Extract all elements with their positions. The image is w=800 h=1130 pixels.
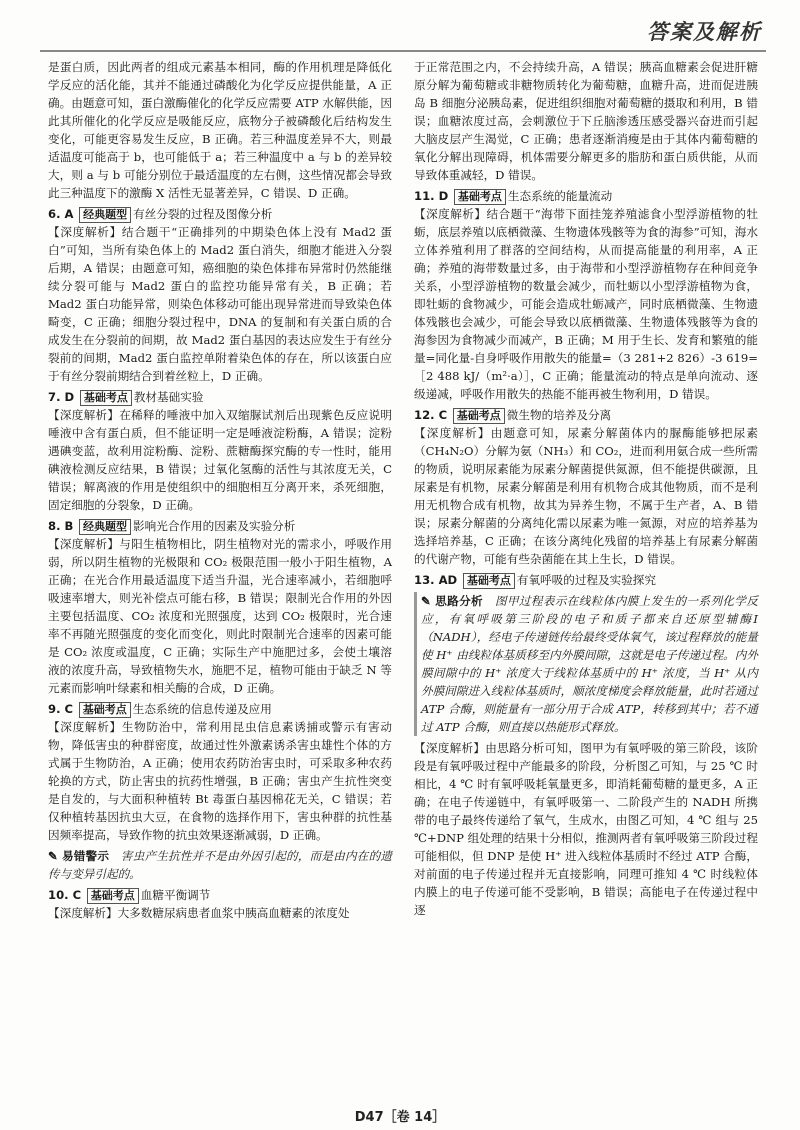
explanation-paragraph: 【深度解析】与阳生植物相比，阴生植物对光的需求小，呼吸作用弱，所以阴生植物的光极限和 CO₂ 极限范围一般小于阳生植物，A 正确；在光合作用最适温度下适当升温，光合速率减小，若细胞呼吸速率增大，则光补偿点可能右移，B 错误；限制光合作用的外因主要包括温度、CO₂ 浓度和光照强度，达到 CO₂ 极限时，光合速率不再随光照强度的变化而变化，则此时限制光合速率的因素可能是 CO₂ 浓度或温度，C 正确；实际生产中施肥过多，会使土壤溶液的浓度升高，导致植物失水，施肥不足，植物可能由于缺乏 N 等元素而影响叶绿素和相关酶的合成，D 正确。 [48, 537, 392, 695]
explanation-paragraph: 【深度解析】由题意可知，尿素分解菌体内的脲酶能够把尿素（CH₄N₂O）分解为氨（NH₃）和 CO₂，进而利用氨合成一些所需的物质，说明尿素能为尿素分解菌提供氮源，但不能提供碳源，且尿素是有机物，尿素分解菌是利用有机物合成其他物质，而不是利用无机物合成有机物，故其为异养生物，不属于生产者，A、B 错误；尿素分解菌的分离纯化需以尿素为唯一氮源，对应的培养基为选择培养基，C 正确；在该分离纯化残留的培养基上有尿素分解菌的代谢产物，可能有些杂菌能在其上生长，D 错误。 [414, 426, 758, 566]
question-header [414, 406, 758, 424]
header-rule [40, 50, 766, 52]
analysis-label: ✎ 思路分析 [421, 594, 495, 608]
explanation-paragraph: 【深度解析】结合题干“正确排列的中期染色体上没有 Mad2 蛋白”可知，当所有染色体上的 Mad2 蛋白消失，细胞才能进入分裂后期，A 错误；由题意可知，癌细胞的染色体排布异常时仍然能继续分裂可能与 Mad2 蛋白的监控功能异常有关，B 正确；若 Mad2 蛋白功能异常，则染色体移动可能出现异常进而导致染色体畸变，C 正确；细胞分裂过程中，DNA 的复制和有关蛋白质的合成发生在分裂前的间期，故 Mad2 蛋白基因的表达应发生于有丝分裂前的间期，Mad2 蛋白监控单附着染色体的存在，所以该蛋白应于有丝分裂前期结合到着丝粒上，D 正确。 [48, 225, 392, 383]
question-answer: 13. AD [414, 573, 458, 587]
right-column [414, 58, 758, 919]
question-topic: 教材基础实验 [133, 390, 204, 404]
question-topic: 影响光合作用的因素及实验分析 [133, 519, 296, 533]
question-type-tag: 基础考点 [463, 573, 515, 589]
question-answer: 6. A [48, 207, 74, 221]
question-header [48, 886, 392, 904]
explanation-paragraph: 于正常范围之内，不会持续升高，A 错误；胰高血糖素会促进肝糖原分解为葡萄糖或非糖物质转化为葡萄糖，血糖升高，进而促进胰岛 B 细胞分泌胰岛素，促进组织细胞对葡萄糖的摄取和利用，B 错误；血糖浓度过高，会刺激位于下丘脑渗透压感受器兴奋进而引起大脑皮层产生渴觉，C 正确；患者逐渐消瘦是由于其体内葡萄糖的氧化分解出现障碍，机体需要分解更多的脂肪和蛋白质供能，从而导致体重减轻，D 错误。 [414, 60, 758, 182]
question-topic: 生态系统的能量流动 [507, 189, 613, 203]
explanation-paragraph: 【深度解析】生物防治中，常利用昆虫信息素诱捕或警示有害动物，降低害虫的种群密度，故通过性外激素诱杀害虫雄性个体的方式属于生物防治，A 正确；使用农药防治害虫时，可采取多种农药轮换的方式，防止害虫的抗药性增强，B 正确；害虫产生抗性突变是自发的，与大面积种植转 Bt 毒蛋白基因棉花无关，C 错误；若仅种植转基因抗虫大豆，在食物的选择作用下，害虫种群的抗性基因频率提高，导致作物的抗虫效果逐渐减弱，D 正确。 [48, 720, 392, 842]
question-answer: 7. D [48, 390, 75, 404]
question-answer: 11. D [414, 189, 449, 203]
question-answer: 12. C [414, 408, 448, 422]
question-topic: 血糖平衡调节 [140, 888, 211, 902]
warning-text: 害虫产生抗性并不是由外因引起的，而是由内在的遗传与变异引起的。 [48, 849, 392, 881]
analysis-text: 图甲过程表示在线粒体内膜上发生的一系列化学反应，有氧呼吸第三阶段的电子和质子都来自还原型辅酶Ⅰ（NADH），经电子传递链传给最终受体氧气，该过程释放的能量使 H⁺ 由线粒体基质移至内外膜间隙，这就是电子传递过程。内外膜间隙中的 H⁺ 浓度大于线粒体基质中的 H⁺ 浓度，当 H⁺ 从内外膜间隙进入线粒体基质时，顺浓度梯度会释放能量，此时若通过 ATP 合酶，则能量有一部分用于合成 ATP，转移到其中；若不通过 ATP 合酶，则直接以热能形式释放。 [421, 594, 758, 734]
question-topic: 有氧呼吸的过程及实验探究 [516, 573, 656, 587]
question-type-tag: 基础考点 [454, 189, 506, 205]
question-header [48, 517, 392, 535]
thinking-analysis-note [414, 592, 758, 736]
explanation-paragraph: 【深度解析】在稀释的唾液中加入双缩脲试剂后出现紫色反应说明唾液中含有蛋白质，但不能证明一定是唾液淀粉酶，A 错误；淀粉遇碘变蓝，故利用淀粉酶、淀粉、蔗糖酶探究酶的专一性时，能用碘液检测反应结果，B 错误；过氧化氢酶的活性与其浓度无关，C 错误；解离液的作用是使组织中的细胞相互分离开来，杀死细胞，固定细胞的分裂象，D 正确。 [48, 408, 392, 512]
question-topic: 生态系统的信息传递及应用 [132, 702, 272, 716]
question-topic: 微生物的培养及分离 [506, 408, 612, 422]
error-warning-note [48, 847, 392, 883]
explanation-paragraph: 【深度解析】结合题干“海带下面挂笼养殖滤食小型浮游植物的牡蛎，底层养殖以底栖微藻、生物遗体残骸等为食的海参”可知，海水立体养殖利用了群落的空间结构，从而提高能量的利用率，A 正确；养殖的海带数量过多，由于海带和小型浮游植物存在种间竞争关系，小型浮游植物的数量会减少，而牡蛎以小型浮游植物为食，即牡蛎的食物减少，可能会造成牡蛎减产，同时底栖微藻、生物遗体残骸也会减少，可能会导致以底栖微藻、生物遗体残骸等为食的海参因为食物减少而减产，B 正确；M 用于生长、发育和繁殖的能量=同化量-自身呼吸作用散失的能量=（3 281+2 826）-3 619=［2 488 kJ/（m²·a）］，C 正确；能量流动的特点是单向流动、逐级递减，呼吸作用散失的热能不能再被生物利用，D 错误。 [414, 207, 758, 401]
question-answer: 10. C [48, 888, 82, 902]
question-type-tag: 基础考点 [453, 408, 505, 424]
question-type-tag: 基础考点 [87, 888, 139, 904]
page-number: D47［卷 14］ [354, 1110, 446, 1125]
question-header [48, 700, 392, 718]
question-answer: 9. C [48, 702, 74, 716]
question-type-tag: 经典题型 [79, 207, 131, 223]
question-type-tag: 基础考点 [79, 702, 131, 718]
explanation-paragraph: 【深度解析】大多数糖尿病患者血浆中胰高血糖素的浓度处 [48, 906, 350, 920]
question-header [414, 187, 758, 205]
question-header [414, 571, 758, 589]
question-header [48, 205, 392, 223]
question-header [48, 388, 392, 406]
question-type-tag: 基础考点 [80, 390, 132, 406]
page-header: 答案及解析 [647, 19, 762, 44]
question-topic: 有丝分裂的过程及图像分析 [133, 207, 273, 221]
question-type-tag: 经典题型 [79, 519, 131, 535]
explanation-paragraph: 是蛋白质，因此两者的组成元素基本相同，酶的作用机理是降低化学反应的活化能，其并不能通过磷酸化为化学反应提供能量，A 正确。由题意可知，蛋白激酶催化的化学反应需要 ATP 水解供能，因此其所催化的化学反应是吸能反应，底物分子被磷酸化后结构发生变化，可能更容易发生反应，B 正确。若三种温度差异不大，则最适温度可能高于 b，也可能低于 a；若三种温度中 a 与 b 的差异较大，则 a 与 b 可能分别位于最适温度的左右侧，这些情况都会导致此三种温度下的激酶 X 活性无显著差异，C 错误、D 正确。 [48, 60, 392, 200]
explanation-paragraph: 【深度解析】由思路分析可知，图甲为有氧呼吸的第三阶段，该阶段是有氧呼吸过程中产能最多的阶段，分析图乙可知，与 25 ℃ 时相比，4 ℃ 时有氧呼吸耗氧量更多，即消耗葡萄糖的量更多，A 正确；在电子传递链中，有氧呼吸第一、二阶段产生的 NADH 所携带的电子最终传递给了氧气，生成水，由图乙可知，4 ℃ 组与 25 ℃+DNP 组处理的结果十分相似，推测两者有氧呼吸第三阶段过程可能相似，但 DNP 是使 H⁺ 进入线粒体基质时不经过 ATP 合酶，对前面的电子传递过程并无直接影响，同理可推知 4 ℃ 时线粒体内膜上的电子传递可能不受影响，B 错误；高能电子在传递过程中逐 [414, 741, 758, 917]
warning-label: ✎ 易错警示 [48, 849, 121, 863]
question-answer: 8. B [48, 519, 74, 533]
left-column [48, 58, 392, 922]
